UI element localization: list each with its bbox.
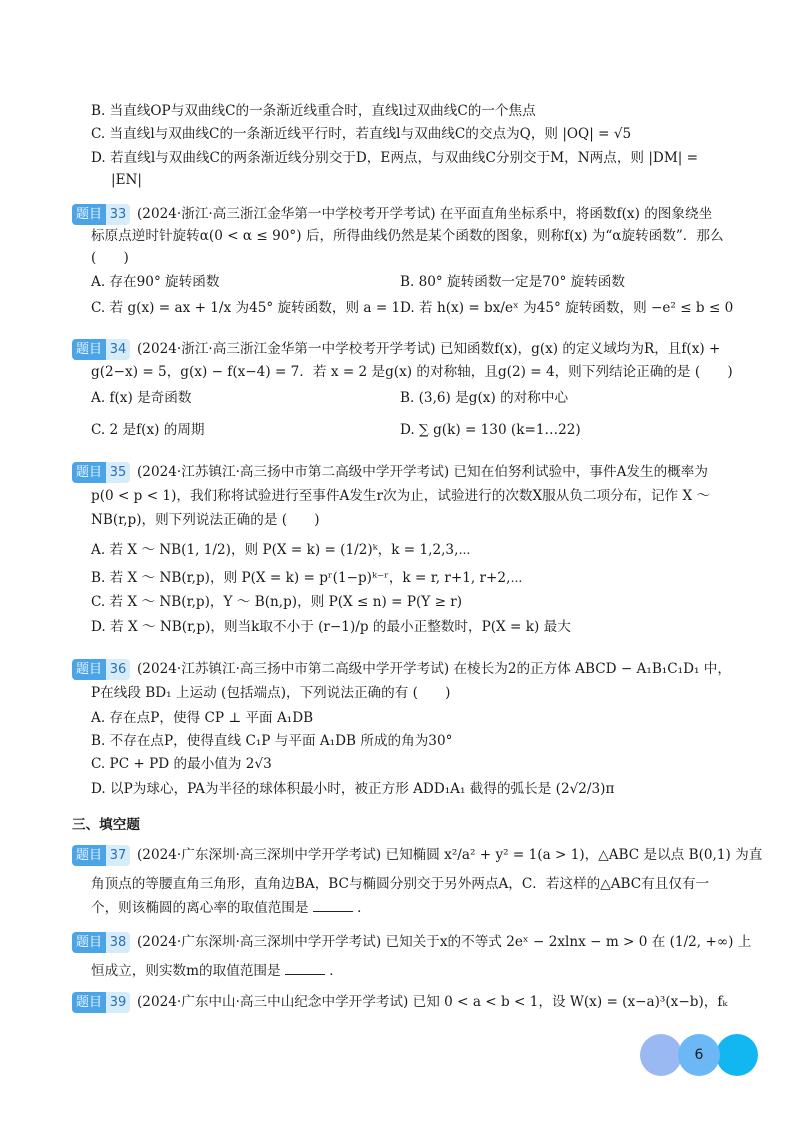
q38-line2-end: ． (329, 963, 343, 979)
answer-blank[interactable] (285, 962, 325, 975)
question-tag-39 (72, 992, 130, 1013)
tag-label: 题目 (72, 992, 106, 1013)
q34-option-a: A. f(x) 是奇函数 (91, 390, 192, 406)
q33-option-b: B. 80° 旋转函数一定是70° 旋转函数 (400, 274, 625, 290)
page-number: 6 (694, 1047, 704, 1063)
q33-option-a: A. 存在90° 旋转函数 (91, 274, 220, 290)
tag-label: 题目 (72, 204, 106, 225)
q38-line2-text: 恒成立，则实数m的取值范围是 (91, 963, 281, 979)
q33-option-d: D. 若 h(x) = bx/eˣ 为45° 旋转函数，则 −e² ≤ b ≤ 0 (400, 300, 734, 316)
q38-line2 (91, 961, 343, 981)
q33-line3: ( ) (91, 250, 129, 266)
q35-option-a: A. 若 X ～ NB(1, 1/2)，则 P(X = k) = (1/2)ᵏ，k = 1,2,3,⋯ (91, 542, 471, 558)
question-tag-38 (72, 932, 130, 953)
q37-line3-text: 个，则该椭圆的离心率的取值范围是 (91, 900, 309, 916)
q35-line1: (2024·江苏镇江·高三扬中市第二高级中学开学考试) 已知在伯努利试验中，事件A发生的概率为 (137, 464, 708, 480)
section-title: 三、填空题 (72, 817, 140, 833)
tag-label: 题目 (72, 462, 106, 483)
tag-number: 36 (106, 659, 130, 680)
question-tag-36 (72, 659, 130, 680)
question-tag-34 (72, 339, 130, 360)
tag-label: 题目 (72, 339, 106, 360)
decor-circle-right (716, 1034, 758, 1076)
q36-option-a: A. 存在点P，使得 CP ⊥ 平面 A₁DB (91, 710, 314, 726)
q34-option-d: D. ∑ g(k) = 130 (k=1…22) (400, 422, 581, 438)
tag-number: 33 (106, 204, 130, 225)
q33-option-c: C. 若 g(x) = ax + 1/x 为45° 旋转函数，则 a = 1 (91, 300, 401, 316)
q35-line3: NB(r,p)，则下列说法正确的是 ( ) (91, 512, 320, 528)
question-tag-37 (72, 845, 130, 866)
tag-number: 37 (106, 845, 130, 866)
q34-option-c: C. 2 是f(x) 的周期 (91, 422, 205, 438)
q33-line1: (2024·浙江·高三浙江金华第一中学校考开学考试) 在平面直角坐标系中，将函数f(x) 的图象绕坐 (137, 206, 713, 222)
answer-blank[interactable] (313, 899, 353, 912)
tag-label: 题目 (72, 932, 106, 953)
tag-number: 38 (106, 932, 130, 953)
q34-line1: (2024·浙江·高三浙江金华第一中学校考开学考试) 已知函数f(x)，g(x) 的定义域均为R，且f(x) + (137, 341, 721, 357)
q35-option-d: D. 若 X ～ NB(r,p)，则当k取不小于 (r−1)/p 的最小正整数时，P(X = k) 最大 (91, 619, 571, 635)
tag-number: 39 (106, 992, 130, 1013)
decor-circle-left (640, 1034, 682, 1076)
tag-label: 题目 (72, 659, 106, 680)
prev-option-d-line1: D. 若直线l与双曲线C的两条渐近线分别交于D，E两点，与双曲线C分别交于M，N两点，则 |DM| = (91, 150, 699, 166)
q35-line2: p(0 < p < 1)，我们称将试验进行至事件A发生r次为止，试验进行的次数X服从负二项分布，记作 X ～ (91, 488, 711, 504)
q36-option-b: B. 不存在点P，使得直线 C₁P 与平面 A₁DB 所成的角为30° (91, 733, 453, 749)
q38-line1: (2024·广东深圳·高三深圳中学开学考试) 已知关于x的不等式 2eˣ − 2xlnx − m > 0 在 (1/2, +∞) 上 (137, 934, 752, 950)
q36-option-c: C. PC + PD 的最小值为 2√3 (91, 756, 272, 772)
q34-line2: g(2−x) = 5，g(x) − f(x−4) = 7．若 x = 2 是g(x) 的对称轴，且g(2) = 4，则下列结论正确的是 ( ) (91, 364, 733, 380)
q33-line2: 标原点逆时针旋转α(0 < α ≤ 90°) 后，所得曲线仍然是某个函数的图象，则称f(x) 为“α旋转函数”．那么 (91, 228, 724, 244)
q37-line3 (91, 898, 371, 918)
tag-label: 题目 (72, 845, 106, 866)
q36-line1: (2024·江苏镇江·高三扬中市第二高级中学开学考试) 在棱长为2的正方体 ABCD − A₁B₁C₁D₁ 中， (137, 661, 731, 677)
page-number-badge (638, 1034, 760, 1080)
q37-line2: 角顶点的等腰直角三角形，直角边BA，BC与椭圆分别交于另外两点A，C．若这样的△ABC有且仅有一 (91, 876, 710, 892)
question-tag-33 (72, 204, 130, 225)
question-tag-35 (72, 462, 130, 483)
prev-option-c: C. 当直线l与双曲线C的一条渐近线平行时，若直线l与双曲线C的交点为Q，则 |OQ| = √5 (91, 126, 632, 142)
tag-number: 35 (106, 462, 130, 483)
q37-line3-end: ． (357, 900, 371, 916)
tag-number: 34 (106, 339, 130, 360)
q36-option-d: D. 以P为球心，PA为半径的球体积最小时，被正方形 ADD₁A₁ 截得的弧长是 (2√2/3)π (91, 781, 615, 797)
q39-line1: (2024·广东中山·高三中山纪念中学开学考试) 已知 0 < a < b < 1，设 W(x) = (x−a)³(x−b)，fₖ (137, 994, 728, 1010)
q36-line2: P在线段 BD₁ 上运动 (包括端点)，下列说法正确的有 ( ) (91, 685, 451, 701)
q37-line1: (2024·广东深圳·高三深圳中学开学考试) 已知椭圆 x²/a² + y² = 1(a > 1)，△ABC 是以点 B(0,1) 为直 (137, 847, 763, 863)
prev-option-b: B. 当直线OP与双曲线C的一条渐近线重合时，直线l过双曲线C的一个焦点 (91, 103, 536, 119)
q35-option-c: C. 若 X ～ NB(r,p)，Y ～ B(n,p)，则 P(X ≤ n) = P(Y ≥ r) (91, 594, 463, 610)
prev-option-d-line2: |EN| (111, 172, 142, 188)
q34-option-b: B. (3,6) 是g(x) 的对称中心 (400, 390, 569, 406)
q35-option-b: B. 若 X ～ NB(r,p)，则 P(X = k) = pʳ(1−p)ᵏ⁻ʳ，k = r, r+1, r+2,⋯ (91, 570, 523, 586)
